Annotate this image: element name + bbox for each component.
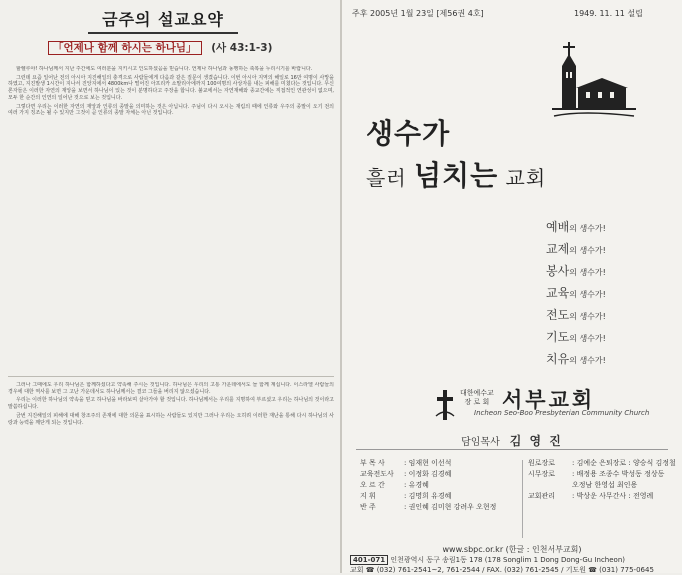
title-line-1: 생수가 [366,117,451,150]
motto-worship: 예배의 생수가! [546,220,606,234]
sermon-summary-title: 금주의 설교요약 [88,8,238,34]
staff-left-column [360,458,520,513]
staff-row: 시무장로 : 배정용 조종수 박성동 정상동 [528,470,665,478]
sermon-paragraph: 금번 지진해일의 피해에 대해 창조주의 존재에 대한 의문을 표시하는 사람들도 있지만 그러나 우리는 오히려 이러한 재난을 통해 다시 하나님의 사랑과 능력을 깨닫게 되는 것입니다. [8,412,334,426]
sermon-paragraph: 그렇다면 우리는 이러한 자연의 재앙과 인류의 종말을 의미하는 것은 아닙니다. 주님이 다시 오시는 재림의 때에 인류와 우주의 종말이 오기 전의 여러 가지 징조는 될 수 있지만 그것이 곧 인류의 종말 자체는 아닌 것입니다. [8,103,334,117]
staff-right-column [528,458,674,502]
cross-logo-icon [434,388,456,422]
motto-education: 교육의 생수가! [546,286,606,300]
sermon-body-bottom [8,382,334,546]
motto-healing: 치유의 생수가! [546,352,606,366]
staff-row: 원로장로 : 김예순 은퇴장로 : 양승식 김정철 [528,459,676,467]
motto-service: 봉사의 생수가! [546,264,606,278]
sermon-body-top [8,66,334,372]
motto-prayer: 기도의 생수가! [546,330,606,344]
church-english-name: Incheon Seo-Boo Presbyterian Community Church [474,409,650,417]
motto-fellowship: 교제의 생수가! [546,242,606,256]
staff-row: 교육전도사 : 이정화 김경혜 [360,470,452,478]
issue-info: 주후 2005년 1월 23일 [제56권 4호] [352,9,484,18]
cover-page [342,0,682,573]
address [350,555,680,565]
staff-row: 교회관리 : 박상운 사무간사 : 전영례 [528,492,654,500]
staff-row: 부 목 사 : 임재현 이선석 [360,459,452,467]
sermon-page [0,0,340,573]
sermon-paragraph: 그런데 요즘 일어난 전의 아시아 지진해일의 충격으로 사람들에게 다음과 같은 질문이 생겼습니다. 이번 아시아 지역의 해일로 16만 여명이 사망을 하였고, 지진발생 1시간이 지나서 진앙지에서 4800km나 떨어진 아프리카 소말리아에까지 100여명의 사상자를 내는 피해를 미쳤다는 것입니다. 무신론자들은 이러한 자연의 재앙을 보면서 하나님이 있는 것이 분명하다고 주장을 합니다. 불교에서는 자연재해와 종교간에는 직접적인 연관성이 없으며, 모두 한 순간의 인연의 일어난 것으로 보는 것입니다. [8,74,334,101]
website-note: (한글 : 인천서부교회) [505,545,582,554]
motto-evangelism: 전도의 생수가! [546,308,606,322]
title-line-2: 흘러 넘치는 교회 [366,159,547,192]
scripture-reference: (사 43:1-3) [211,42,273,54]
staff-directory [360,458,674,542]
street-address: 인천광역시 동구 송림1동 178 (178 Songlim 1 Dong Dong-Gu Incheon) [390,556,625,564]
staff-row: 오 르 간 : 유경혜 [360,481,429,489]
church-name: 서부교회 [502,387,596,412]
cover-title [366,112,666,194]
sermon-heading [48,40,318,58]
section-divider [8,376,334,377]
phone-numbers: 교회 ☎ (032) 761-2541~2, 761-2544 / FAX. (032) 761-2545 / 기도원 ☎ (031) 775-0645 [350,566,654,574]
sermon-paragraph: 할렐루야! 하나님께서 지난 주간에도 여러분을 지키시고 인도하셨음을 믿습니다. 언제나 하나님과 동행하는 축복을 누리시기를 바랍니다. [16,66,313,72]
website [342,544,682,555]
website-url[interactable]: www.sbpc.or.kr [442,545,504,554]
zip-code: 401-071 [350,555,388,565]
staff-row: 지 휘 : 김명희 유경혜 [360,492,452,500]
sermon-paragraph: 우리는 이러한 하나님의 약속을 믿고 하나님을 바라보며 살아가야 할 것입니다. 하나님께서는 우리를 지명하여 부르셨고 우리는 하나님의 것이라고 말씀하십니다. [8,397,334,411]
founding-date: 1949. 11. 11 설립 [574,9,643,18]
senior-pastor: 담임목사 김 영 진 [461,434,563,448]
pastor-rule [356,449,668,450]
staff-row: 오정남 한영섭 최인용 [572,481,638,489]
staff-row: 반 주 : 권인혜 김미현 강려우 오현정 [360,503,497,511]
staff-divider [522,460,523,538]
sermon-title-text: 「언제나 함께 하시는 하나님」 [48,41,202,55]
denomination: 대한예수교 장 로 회 [460,389,494,406]
sermon-paragraph: 그러나 그때에도 우리 하나님은 함께하셨다고 약속해 주시는 것입니다. 하나님은 우리의 고통 가운데에서도 늘 함께 계십니다. 이스라엘 사람들의 경우에 대한 역사를 보면 그 고난 가운데서도 하나님께서는 결코 그들을 버리지 않으셨습니다. [8,382,334,395]
